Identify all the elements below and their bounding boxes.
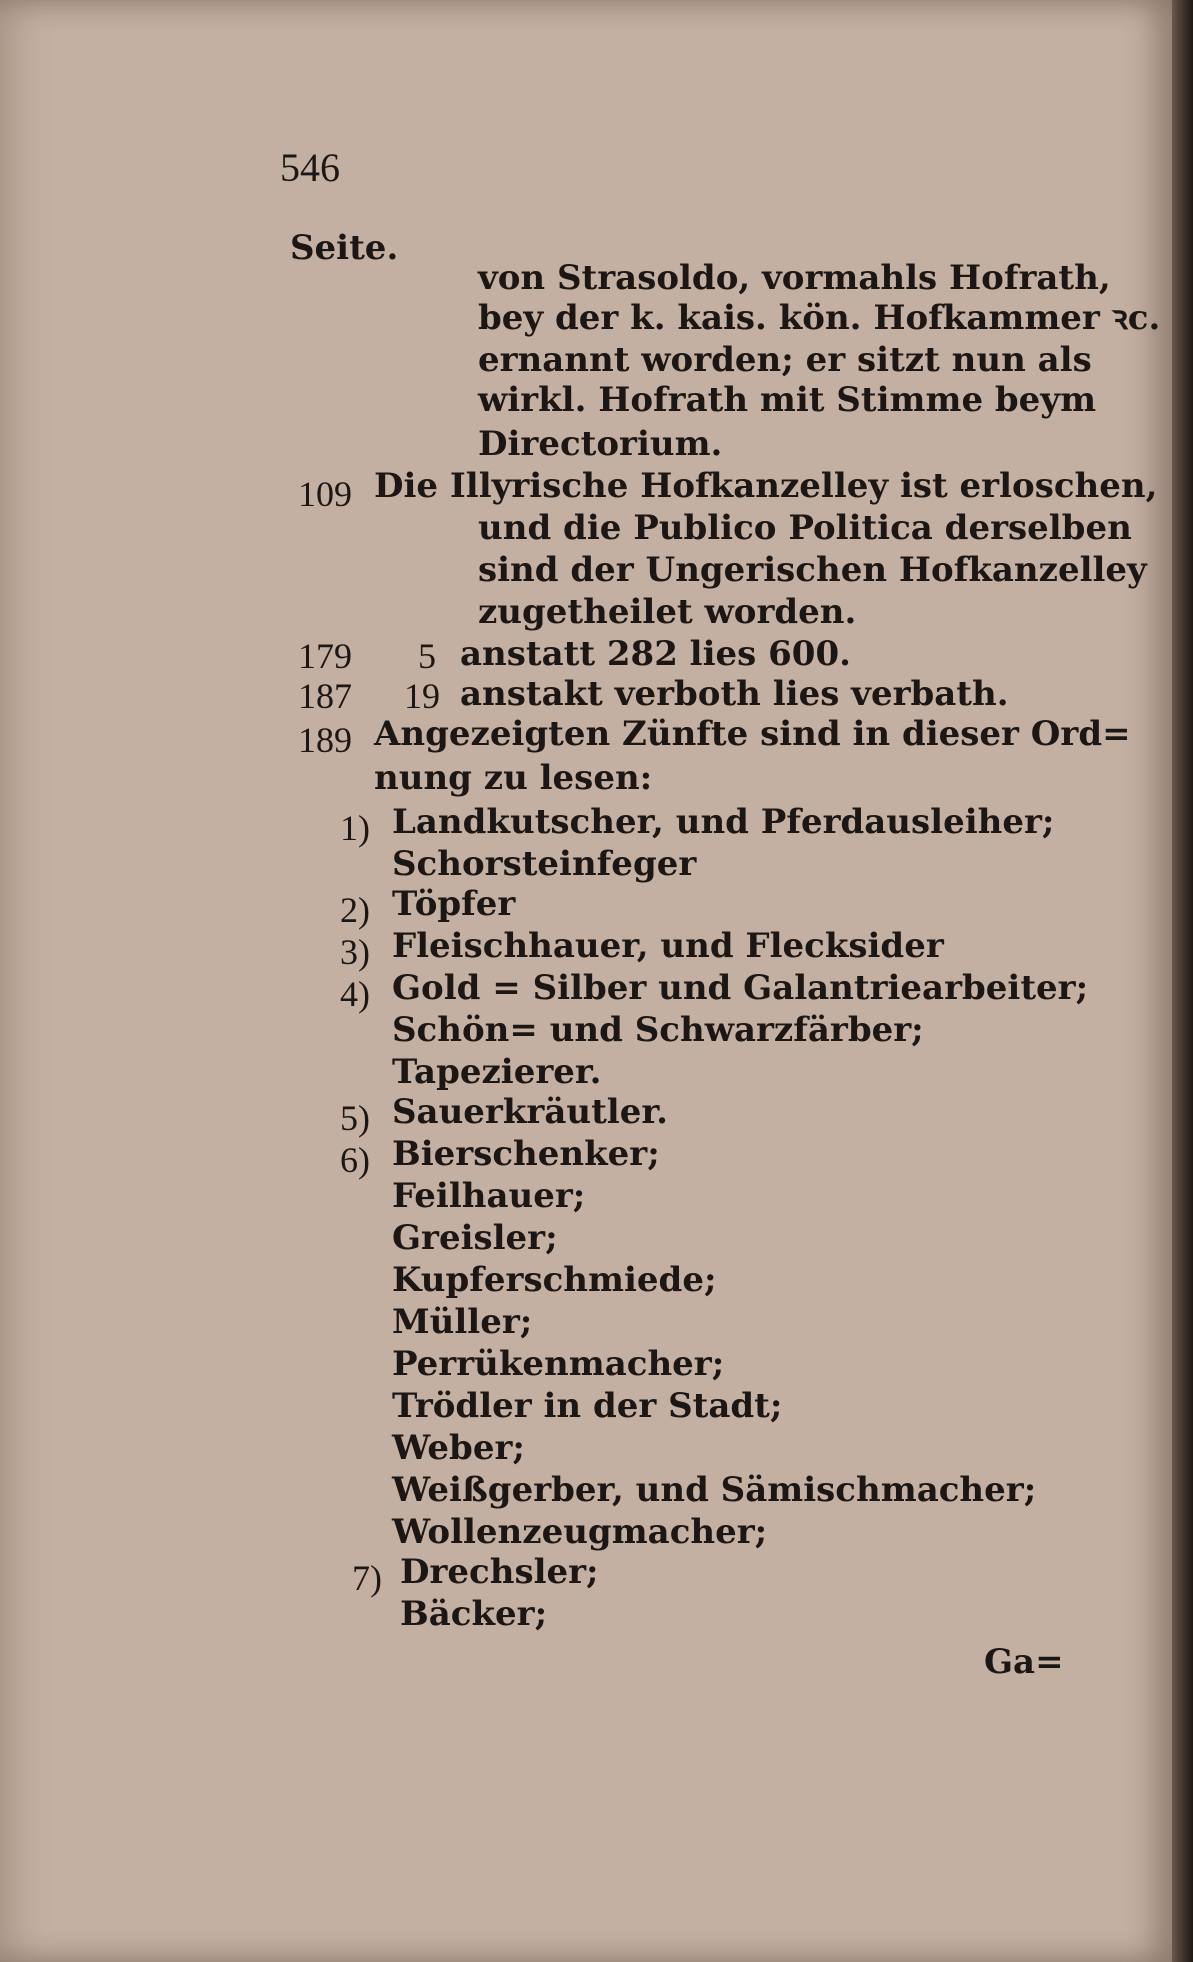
list-item: Weißgerber, und Sämischmacher; xyxy=(392,1470,1037,1510)
list-item: Wollenzeugmacher; xyxy=(392,1512,768,1552)
text-line: und die Publico Politica derselben xyxy=(478,508,1132,548)
line-number: 19 xyxy=(404,676,440,716)
list-item: Perrükenmacher; xyxy=(392,1344,725,1384)
list-item: Gold = Silber und Galantriearbeiter; xyxy=(392,968,1089,1008)
page-edge xyxy=(1172,0,1193,1962)
list-marker: 1) xyxy=(340,808,370,848)
list-item: Trödler in der Stadt; xyxy=(392,1386,783,1426)
text-line: von Strasoldo, vormahls Hofrath, xyxy=(478,258,1111,298)
list-marker: 3) xyxy=(340,932,370,972)
text-line: Angezeigten Zünfte sind in dieser Ord= xyxy=(374,714,1131,754)
list-item: Tapezierer. xyxy=(392,1052,602,1092)
list-marker: 7) xyxy=(352,1558,382,1598)
list-item: Schorsteinfeger xyxy=(392,844,697,884)
list-item: Schön= und Schwarzfärber; xyxy=(392,1010,924,1050)
text-line: Die Illyrische Hofkanzelley ist erloschen, xyxy=(374,466,1158,506)
text-line: ernannt worden; er sitzt nun als xyxy=(478,340,1092,380)
list-item: Weber; xyxy=(392,1428,525,1468)
catchword: Ga= xyxy=(984,1642,1064,1682)
list-item: Fleischhauer, und Flecksider xyxy=(392,926,944,966)
list-item: Sauerkräutler. xyxy=(392,1092,668,1132)
list-item: Landkutscher, und Pferdausleiher; xyxy=(392,802,1055,842)
list-item: Feilhauer; xyxy=(392,1176,586,1216)
list-item: Greisler; xyxy=(392,1218,558,1258)
page-reference: 187 xyxy=(298,676,352,716)
text-line: anstatt 282 lies 600. xyxy=(460,634,851,674)
list-item: Bäcker; xyxy=(400,1594,548,1634)
text-line: anstakt verboth lies verbath. xyxy=(460,674,1009,714)
list-marker: 5) xyxy=(340,1098,370,1138)
text-line: zugetheilet worden. xyxy=(478,592,857,632)
list-marker: 6) xyxy=(340,1140,370,1180)
text-line: Directorium. xyxy=(478,424,723,464)
list-item: Kupferschmiede; xyxy=(392,1260,717,1300)
text-line: bey der k. kais. kön. Hofkammer ꝛc. xyxy=(478,298,1161,338)
column-header: Seite. xyxy=(290,228,399,268)
list-marker: 2) xyxy=(340,890,370,930)
list-item: Bierschenker; xyxy=(392,1134,660,1174)
page-reference: 189 xyxy=(298,720,352,760)
list-marker: 4) xyxy=(340,974,370,1014)
page-reference: 179 xyxy=(298,636,352,676)
list-item: Töpfer xyxy=(392,884,516,924)
text-line: nung zu lesen: xyxy=(374,758,653,798)
line-number: 5 xyxy=(418,636,436,676)
page-reference: 109 xyxy=(298,474,352,514)
page-number: 546 xyxy=(280,145,340,190)
text-line: wirkl. Hofrath mit Stimme beym xyxy=(478,380,1097,420)
text-line: sind der Ungerischen Hofkanzelley xyxy=(478,550,1147,590)
list-item: Drechsler; xyxy=(400,1552,599,1592)
list-item: Müller; xyxy=(392,1302,533,1342)
